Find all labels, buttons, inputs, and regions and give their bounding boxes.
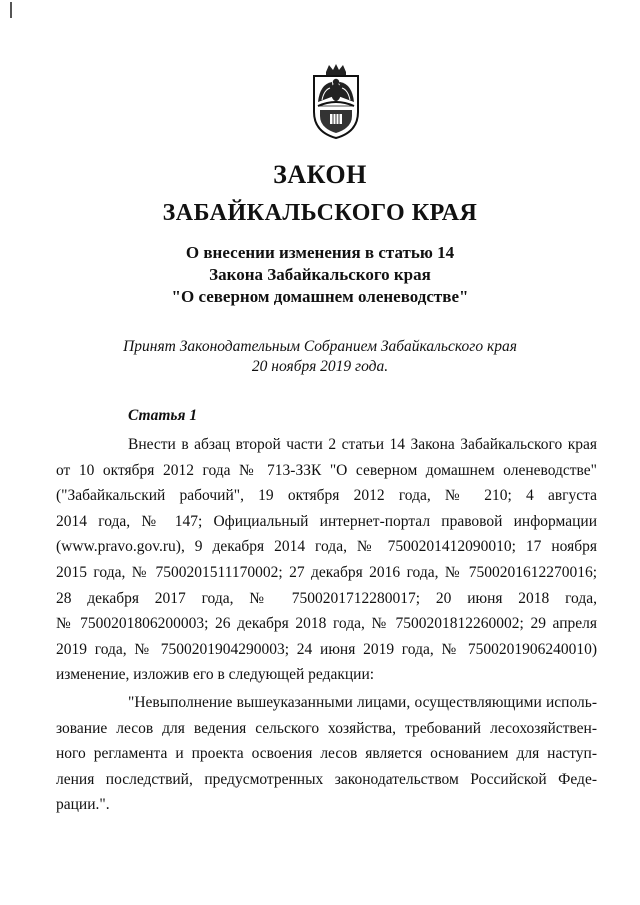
article-paragraph bbox=[56, 432, 597, 688]
paragraph-line: 2014 года, № 147; Официальный интернет-портал правовой информации bbox=[56, 512, 597, 530]
scan-mark bbox=[10, 2, 12, 18]
quoted-line: "Невыполнение вышеуказанными лицами, осуществляющими исполь- bbox=[128, 694, 597, 711]
adopted-line-1: Принят Законодательным Собранием Забайкальского края bbox=[123, 338, 517, 355]
law-title: ЗАКОН bbox=[273, 160, 367, 189]
adopted-line-2: 20 ноября 2019 года. bbox=[251, 358, 389, 375]
paragraph-line: Внести в абзац второй части 2 статьи 14 Закона Забайкальского края bbox=[128, 436, 597, 453]
paragraph-line: изменение, изложив его в следующей редакции: bbox=[56, 666, 375, 684]
subtitle-line-2: Закона Забайкальского края bbox=[209, 265, 431, 284]
coat-of-arms-emblem bbox=[306, 62, 366, 140]
law-region: ЗАБАЙКАЛЬСКОГО КРАЯ bbox=[162, 200, 478, 226]
article-heading: Статья 1 bbox=[128, 407, 198, 424]
paragraph-line: от 10 октября 2012 года № 713-ЗЗК "О северном домашнем оленеводстве" bbox=[56, 461, 597, 479]
paragraph-line: 2019 года, № 7500201904290003; 24 июня 2019 года, № 7500201906240010) bbox=[56, 640, 597, 658]
paragraph-line: 28 декабря 2017 года, № 7500201712280017; 20 июня 2018 года, bbox=[56, 589, 597, 607]
quoted-paragraph bbox=[56, 690, 597, 818]
quoted-line: зование лесов для ведения сельского хозяйства, требований лесохозяйствен- bbox=[56, 719, 597, 737]
quoted-line: ления последствий, предусмотренных законодательством Российской Феде- bbox=[56, 770, 597, 788]
quoted-line: ного регламента и проекта освоения лесов является основанием для наступ- bbox=[56, 745, 597, 763]
paragraph-line: (www.pravo.gov.ru), 9 декабря 2014 года, № 7500201412090010; 17 ноября bbox=[56, 538, 597, 556]
paragraph-line: 2015 года, № 7500201511170002; 27 декабря 2016 года, № 7500201612270016; bbox=[56, 563, 597, 581]
paragraph-line: № 7500201806200003; 26 декабря 2018 года, № 7500201812260002; 29 апреля bbox=[56, 615, 597, 633]
subtitle-line-3: "О северном домашнем оленеводстве" bbox=[171, 287, 469, 306]
quoted-line: рации.". bbox=[56, 796, 110, 814]
subtitle-line-1: О внесении изменения в статью 14 bbox=[185, 243, 455, 262]
paragraph-line: ("Забайкальский рабочий", 19 октября 2012 года, № 210; 4 августа bbox=[56, 487, 597, 505]
